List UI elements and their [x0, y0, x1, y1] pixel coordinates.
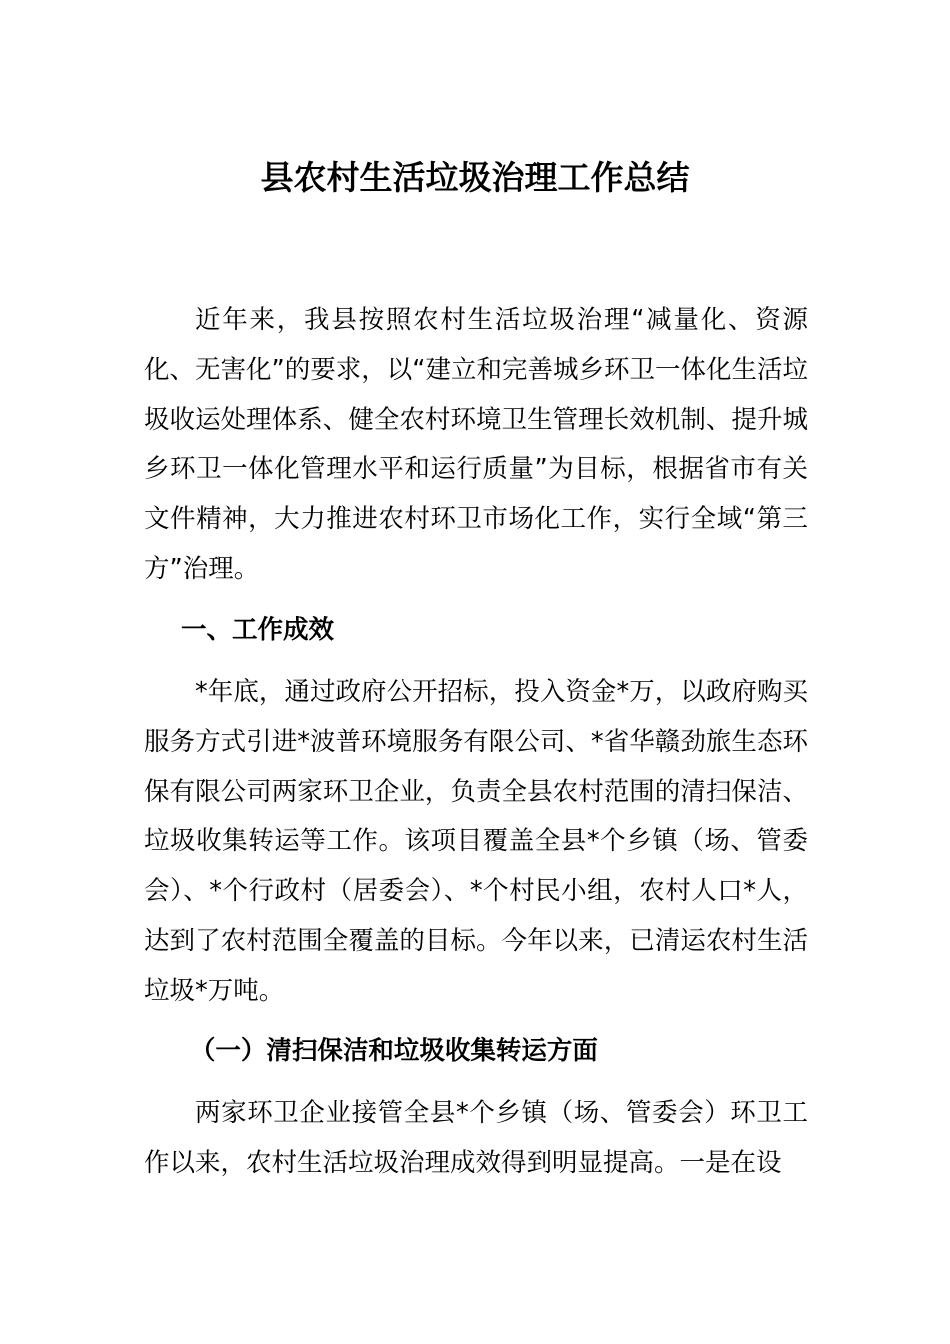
paragraph-achievements: *年底，通过政府公开招标，投入资金*万，以政府购买服务方式引进*波普环境服务有限公司、*省华赣劲旅生态环保有限公司两家环卫企业，负责全县农村范围的清扫保洁、垃圾收集转运等工作。该项目覆盖全县*个乡镇（场、管委会）、*个行政村（居委会）、*个村民小组，农村人口*人，达到了农村范围全覆盖的目标。今年以来，已清运农村生活垃圾*万吨。: [144, 677, 808, 1006]
subsection-heading-cleaning: （一）清扫保洁和垃圾收集转运方面: [189, 1036, 598, 1066]
paragraph-intro: 近年来，我县按照农村生活垃圾治理“减量化、资源化、无害化”的要求，以“建立和完善城乡环卫一体化生活垃圾收运处理体系、健全农村环境卫生管理长效机制、提升城乡环卫一体化管理水平和运行质量”为目标，根据省市有关文件精神，大力推进农村环卫市场化工作，实行全域“第三方”治理。: [144, 305, 808, 584]
section-heading-achievements: 一、工作成效: [180, 615, 334, 645]
document-title: 县农村生活垃圾治理工作总结: [260, 158, 690, 197]
paragraph-cleaning: 两家环卫企业接管全县*个乡镇（场、管委会）环卫工作以来，农村生活垃圾治理成效得到明显提高。一是在设: [144, 1098, 808, 1178]
